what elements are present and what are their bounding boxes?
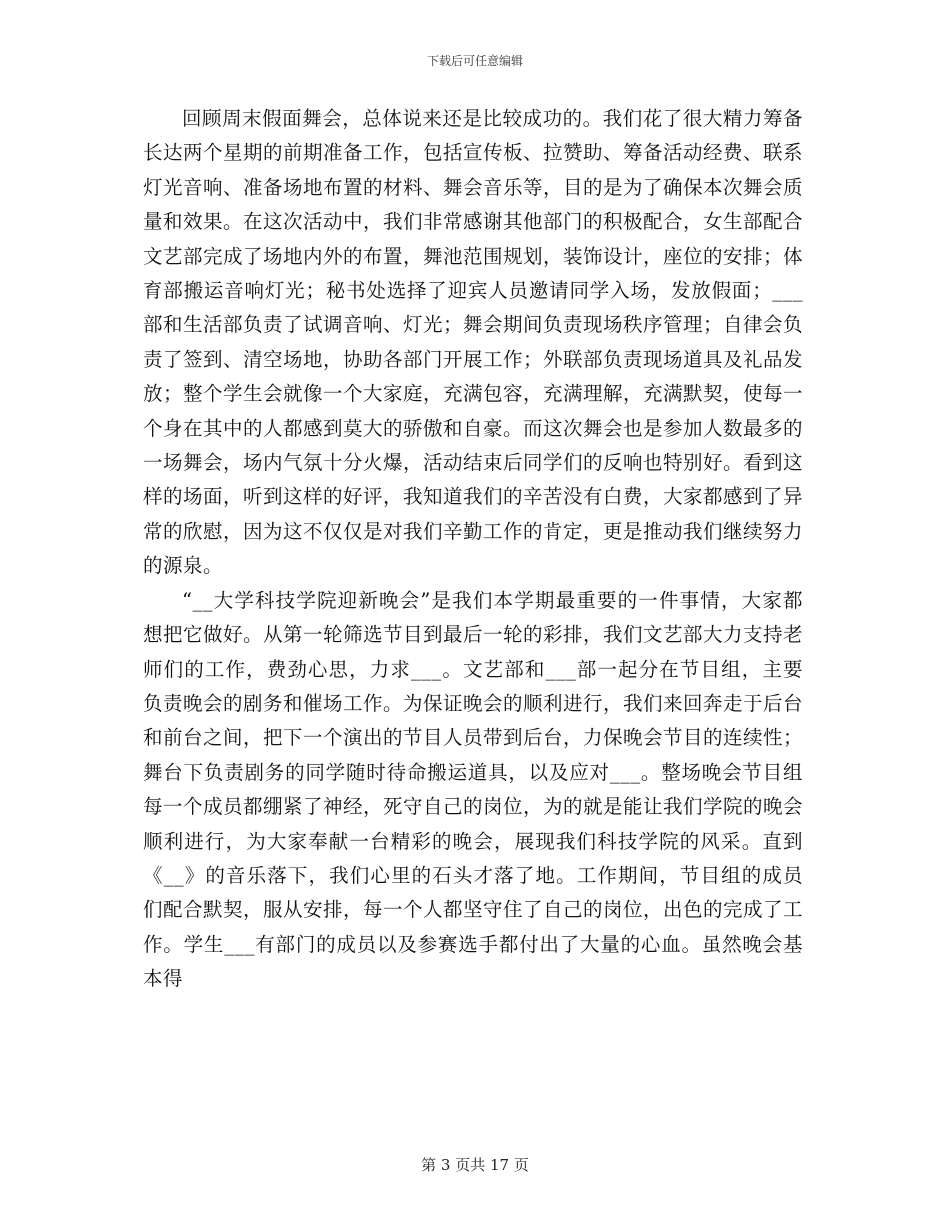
page-footer: 第 3 页共 17 页 xyxy=(421,1156,529,1174)
document-body xyxy=(143,102,803,997)
paragraph-welcome-gala: “__大学科技学院迎新晚会”是我们本学期最重要的一件事情，大家都想把它做好。从第一轮筛选节目到最后一轮的彩排，我们文艺部大力支持老师们的工作，费劲心思，力求___。文艺部和___部一起分在节目组，主要负责晚会的剧务和催场工作。为保证晚会的顺利进行，我们来回奔走于后台和前台之间，把下一个演出的节目人员带到后台，力保晚会节目的连续性；舞台下负责剧务的同学随时待命搬运道具，以及应对___。整场晚会节目组每一个成员都绷紧了神经，死守自己的岗位，为的就是能让我们学院的晚会顺利进行，为大家奉献一台精彩的晚会，展现我们科技学院的风采。直到《__》的音乐落下，我们心里的石头才落了地。工作期间，节目组的成员们配合默契，服从安排，每一个人都坚守住了自己的岗位，出色的完成了工作。学生___有部门的成员以及参赛选手都付出了大量的心血。虽然晚会基本得 xyxy=(143,588,804,991)
page-header: 下载后可任意编辑 xyxy=(426,54,523,68)
paragraph-masquerade-review: 回顾周末假面舞会，总体说来还是比较成功的。我们花了很大精力筹备长达两个星期的前期准备工作，包括宣传板、拉赞助、筹备活动经费、联系灯光音响、准备场地布置的材料、舞会音乐等，目的是为了确保本次舞会质量和效果。在这次活动中，我们非常感谢其他部门的积极配合，女生部配合文艺部完成了场地内外的布置，舞池范围规划，装饰设计，座位的安排；体育部搬运音响灯光；秘书处选择了迎宾人员邀请同学入场，发放假面；___部和生活部负责了试调音响、灯光；舞会期间负责现场秩序管理；自律会负责了签到、清空场地，协助各部门开展工作；外联部负责现场道具及礼品发放；整个学生会就像一个大家庭，充满包容，充满理解，充满默契，使每一个身在其中的人都感到莫大的骄傲和自豪。而这次舞会也是参加人数最多的一场舞会，场内气氛十分火爆，活动结束后同学们的反响也特别好。看到这样的场面，听到这样的好评，我知道我们的辛苦没有白费，大家都感到了异常的欣慰，因为这不仅仅是对我们辛勤工作的肯定，更是推动我们继续努力的源泉。 xyxy=(143,107,804,578)
